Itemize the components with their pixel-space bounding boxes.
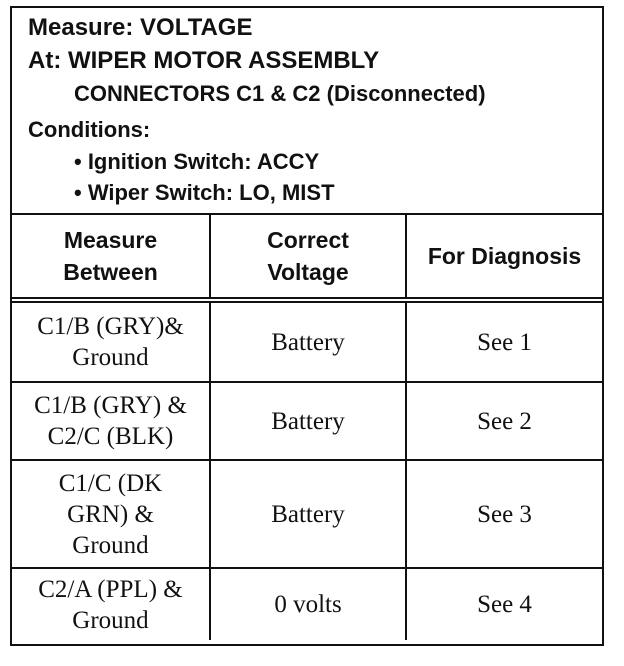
cell-line: C1/C (DK [58, 469, 163, 497]
correct-voltage-cell: Battery [210, 300, 406, 382]
correct-voltage-cell: 0 volts [210, 568, 406, 640]
diagnosis-cell: See 1 [406, 300, 602, 382]
column-header-line: Measure [63, 227, 158, 253]
measure-line: Measure: VOLTAGE [28, 14, 253, 41]
voltage-test-sheet [10, 6, 604, 646]
correct-voltage-cell: Battery [210, 460, 406, 568]
diagnosis-cell: See 2 [406, 382, 602, 460]
condition-wiper-switch: • Wiper Switch: LO, MIST [74, 180, 335, 205]
column-header-measure-between [12, 215, 210, 300]
cell-line: Ground [72, 606, 149, 634]
column-header-correct-voltage [210, 215, 406, 300]
table-row [12, 460, 602, 568]
diagnosis-cell: See 3 [406, 460, 602, 568]
table-row [12, 382, 602, 460]
cell-line: Ground [72, 344, 149, 371]
measure-between-cell [12, 460, 210, 568]
cell-line: C1/B (GRY)& [37, 313, 184, 340]
condition-ignition-switch: • Ignition Switch: ACCY [74, 149, 320, 174]
location-continued-line: CONNECTORS C1 & C2 (Disconnected) [74, 81, 486, 106]
table-header-row [12, 215, 602, 300]
measure-between-cell [12, 300, 210, 382]
location-line: At: WIPER MOTOR ASSEMBLY [28, 47, 380, 74]
correct-voltage-cell: Battery [210, 382, 406, 460]
cell-line: C1/B (GRY) & [34, 392, 187, 419]
cell-line: Ground [72, 531, 149, 559]
cell-line: C2/A (PPL) & [38, 575, 183, 603]
cell-line: C2/C (BLK) [47, 423, 174, 450]
measure-between-cell [12, 382, 210, 460]
column-header-line: Between [63, 259, 158, 285]
column-header-line: Voltage [267, 259, 349, 285]
measure-between-cell [12, 568, 210, 640]
column-header-line: For Diagnosis [427, 243, 582, 269]
test-header [12, 8, 602, 213]
voltage-measurement-table [12, 215, 602, 640]
diagnosis-cell: See 4 [406, 568, 602, 640]
conditions-label: Conditions: [28, 117, 151, 142]
table-row [12, 300, 602, 382]
table-row [12, 568, 602, 640]
column-header-line: Correct [267, 227, 349, 253]
cell-line: GRN) & [67, 500, 154, 528]
column-header-for-diagnosis [406, 215, 602, 300]
